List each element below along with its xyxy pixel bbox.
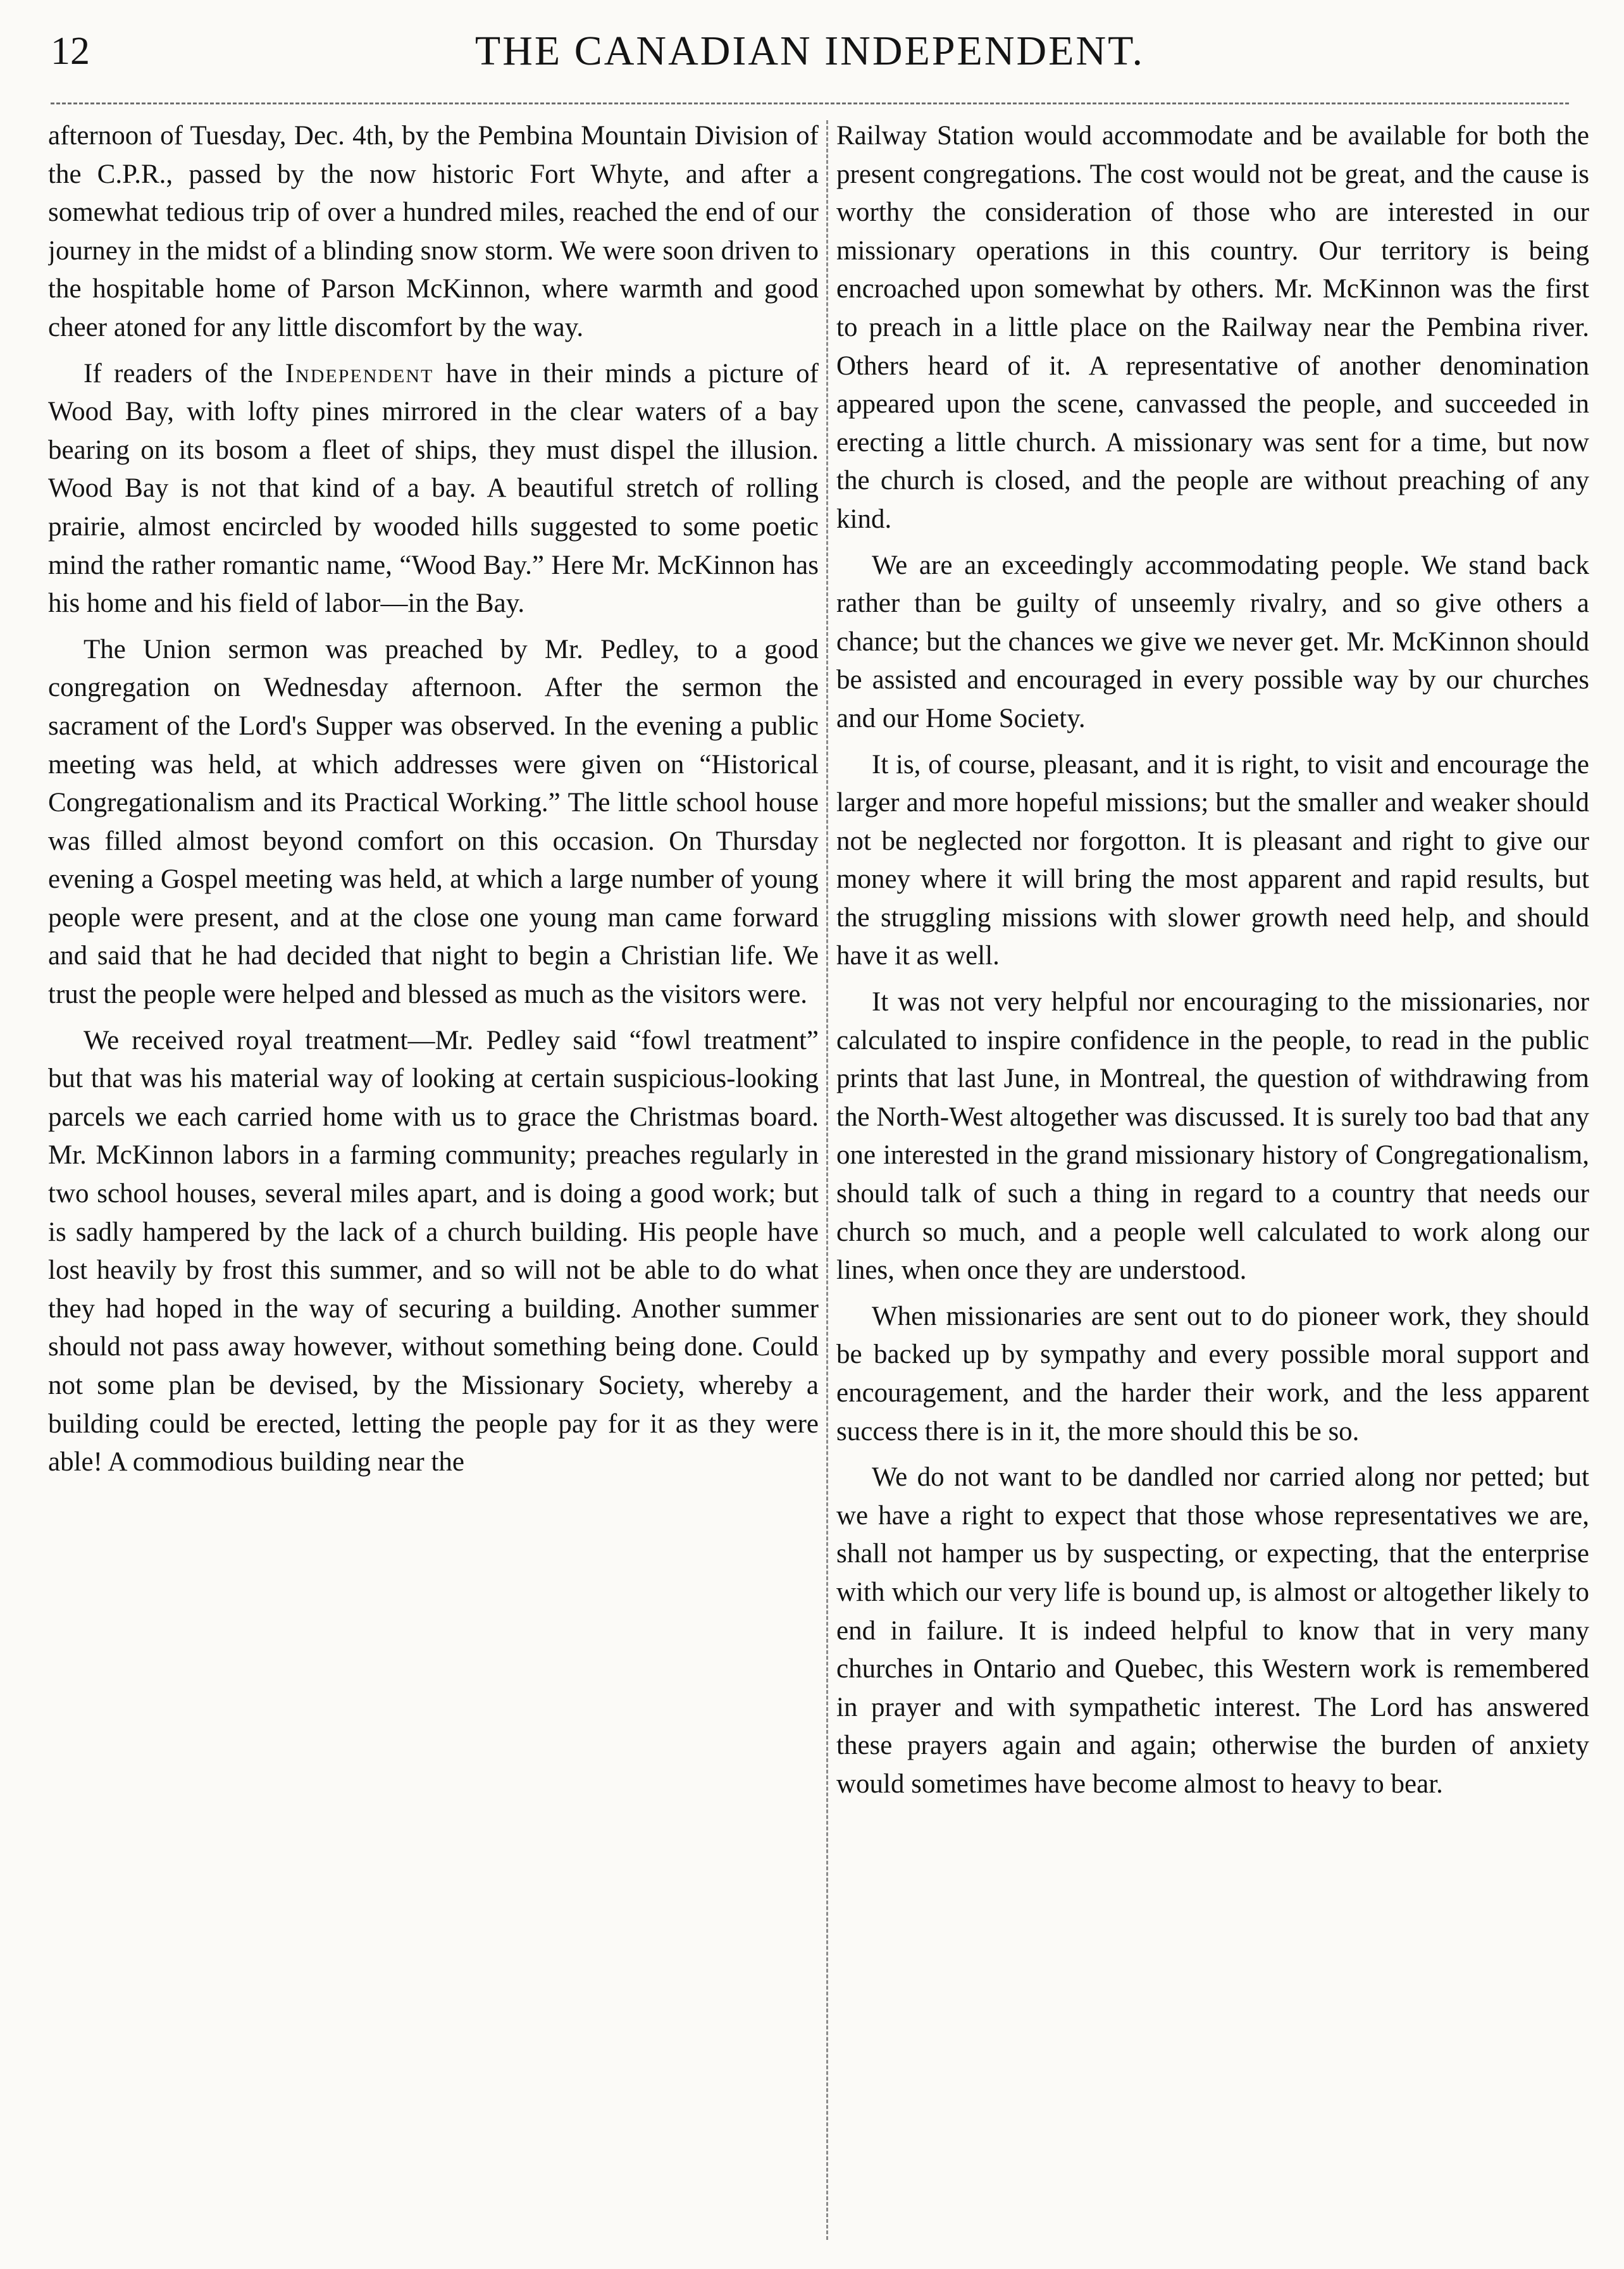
journal-title: THE CANADIAN INDEPENDENT. [474, 28, 1145, 74]
page-number: 12 [51, 30, 90, 73]
paragraph-text: If readers of the [84, 358, 285, 389]
column-divider [826, 120, 828, 2240]
paragraph: We do not want to be dandled nor carried along nor petted; but we have a right to expect that those whose representatives we are, shall not hamper us by suspecting, or expecting, that the enterprise with which our very life is bound up, is almost or altogether likely to end in failure. It is indeed helpful to know that in very many churches in Ontario and Quebec, this Western work is remembered in prayer and with sympathetic interest. The Lord has answered these prayers again and again; otherwise the burden of anxiety would sometimes have become almost to heavy to bear. [836, 1462, 1589, 1799]
paragraph [48, 355, 819, 623]
paragraph: Railway Station would accommodate and be available for both the present congregations. The cost would not be great, and the cause is worthy the consideration of those who are interested in our missionary operations in this country. Our territory is being encroached upon somewhat by others. Mr. McKinnon was the first to preach in a little place on the Railway near the Pembina river. Others heard of it. A representative of another denomination appeared upon the scene, canvassed the people, and succeeded in erecting a little church. A missionary was sent for a time, but now the church is closed, and the people are without preaching of any kind. [836, 121, 1589, 534]
paragraph: It is, of course, pleasant, and it is right, to visit and encourage the larger and more hopeful missions; but the smaller and weaker should not be neglected nor forgotton. It is pleasant and right to give our money where it will bring the most apparent and rapid results, but the struggling missions with slower growth need help, and should have it as well. [836, 749, 1589, 971]
paragraph: The Union sermon was preached by Mr. Pedley, to a good congregation on Wednesday afternoon. After the sermon the sacrament of the Lord's Supper was observed. In the evening a public meeting was held, at which addresses were given on “Historical Congregationalism and its Practical Working.” The little school house was filled almost beyond comfort on this occasion. On Thursday evening a Gospel meeting was held, at which a large number of young people were present, and at the close one young man came forward and said that he had decided that night to begin a Christian life. We trust the people were helped and blessed as much as the visitors were. [48, 634, 819, 1010]
page-header [51, 11, 1569, 87]
right-column [836, 117, 1589, 2253]
paragraph: When missionaries are sent out to do pioneer work, they should be backed up by sympathy and every possible moral support and encouragement, and the harder their work, and the less apparent success there is in it, the more should this be so. [836, 1301, 1589, 1446]
paragraph: We received royal treatment—Mr. Pedley said “fowl treatment” but that was his material way of looking at certain suspicious-looking parcels we each carried home with us to grace the Christmas board. Mr. McKinnon labors in a farming community; preaches regularly in two school houses, several miles apart, and is doing a good work; but is sadly hampered by the lack of a church building. His people have lost heavily by frost this summer, and so will not be able to do what they had hoped in the way of securing a building. Another summer should not pass away however, without something being done. Could not some plan be devised, by the Missionary Society, whereby a building could be erected, letting the people pay for it as they were able! A commodious building near the [48, 1025, 819, 1477]
paragraph-text: have in their minds a picture of Wood Bay, with lofty pines mirrored in the clear waters of a bay bearing on its bosom a fleet of ships, they must dispel the illusion. Wood Bay is not that kind of a bay. A beautiful stretch of rolling prairie, almost encircled by wooded hills suggested to some poetic mind the rather romantic name, “Wood Bay.” Here Mr. McKinnon has his home and his field of labor—in the Bay. [48, 358, 819, 619]
publication-name: Independent [285, 358, 434, 389]
header-rule [51, 103, 1569, 104]
paragraph: It was not very helpful nor encouraging to the missionaries, nor calculated to inspire confidence in the people, to read in the public prints that last June, in Montreal, the question of withdrawing from the North-West altogether was discussed. It is surely too bad that any one interested in the grand missionary history of Congregationalism, should talk of such a thing in regard to a country that needs our church so much, and a people well calculated to work along our lines, when once they are understood. [836, 987, 1589, 1286]
left-column [48, 117, 819, 2253]
paragraph: afternoon of Tuesday, Dec. 4th, by the Pembina Mountain Division of the C.P.R., passed by the now historic Fort Whyte, and after a somewhat tedious trip of over a hundred miles, reached the end of our journey in the midst of a blinding snow storm. We were soon driven to the hospitable home of Parson McKinnon, where warmth and good cheer atoned for any little discomfort by the way. [48, 121, 819, 342]
paragraph: We are an exceedingly accommodating people. We stand back rather than be guilty of unseemly rivalry, and so give others a chance; but the chances we give we never get. Mr. McKinnon should be assisted and encouraged in every possible way by our churches and our Home Society. [836, 550, 1589, 733]
